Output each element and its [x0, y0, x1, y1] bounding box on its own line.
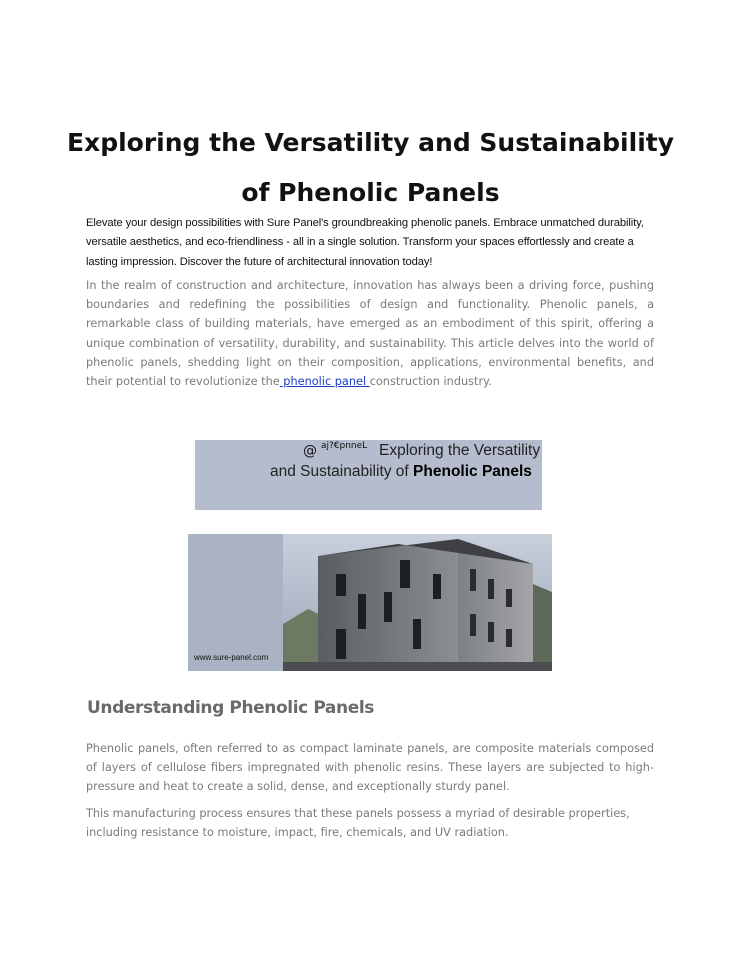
banner-line-2-bold: Phenolic Panels [413, 463, 532, 480]
body-paragraph-2: Phenolic panels, often referred to as compact laminate panels, are composite materials composed of layers of cellulose fibers impregnated with phenolic resins. These layers are subjected to high-pressure and heat to create a solid, dense, and exceptionally sturdy panel. [86, 742, 654, 794]
intro-paragraph: Elevate your design possibilities with Sure Panel's groundbreaking phenolic panels. Embrace unmatched durability, versatile aesthetics, and eco-friendliness - all in a single solution. Transform your spaces effortlessly and create a lasting impression. Discover the future of architectural innovation today! [86, 217, 644, 268]
body-paragraph-1 [86, 276, 654, 391]
body-paragraph-3: This manufacturing process ensures that these panels possess a myriad of desirable properties, including resistance to moisture, impact, fire, chemicals, and UV radiation. [86, 807, 630, 840]
banner-line-1: Exploring the Versatility [379, 442, 541, 459]
banner-line-2 [270, 463, 532, 481]
title-line-1: Exploring the Versatility and Sustainability [66, 128, 675, 157]
photo-watermark-url: www.sure-panel.com [194, 653, 269, 662]
title-line-2: of Phenolic Panels [241, 178, 500, 207]
building-photo [188, 534, 552, 671]
paragraph-1-tail: construction industry. [369, 375, 492, 389]
banner-image [195, 440, 542, 510]
paragraph-1-text: In the realm of construction and architecture, innovation has always been a driving force, pushing boundaries and redefining the possibilities of design and functionality. Phenolic panels, a remarkable class of building materials, have emerged as an embodiment of this spirit, offering a unique combination of versatility, durability, and sustainability. This article delves into the world of phenolic panels, shedding light on their composition, applications, environmental benefits, and their potential to revolutionize the [86, 279, 654, 389]
banner-at-symbol: @ [303, 443, 317, 459]
phenolic-panel-link[interactable]: phenolic panel [279, 375, 370, 389]
building-illustration [188, 534, 552, 671]
banner-small-text: aj?€pnneL [321, 441, 368, 451]
section-heading: Understanding Phenolic Panels [87, 698, 374, 718]
banner-line-2-regular: and Sustainability of [270, 463, 414, 480]
document-title [40, 118, 701, 218]
